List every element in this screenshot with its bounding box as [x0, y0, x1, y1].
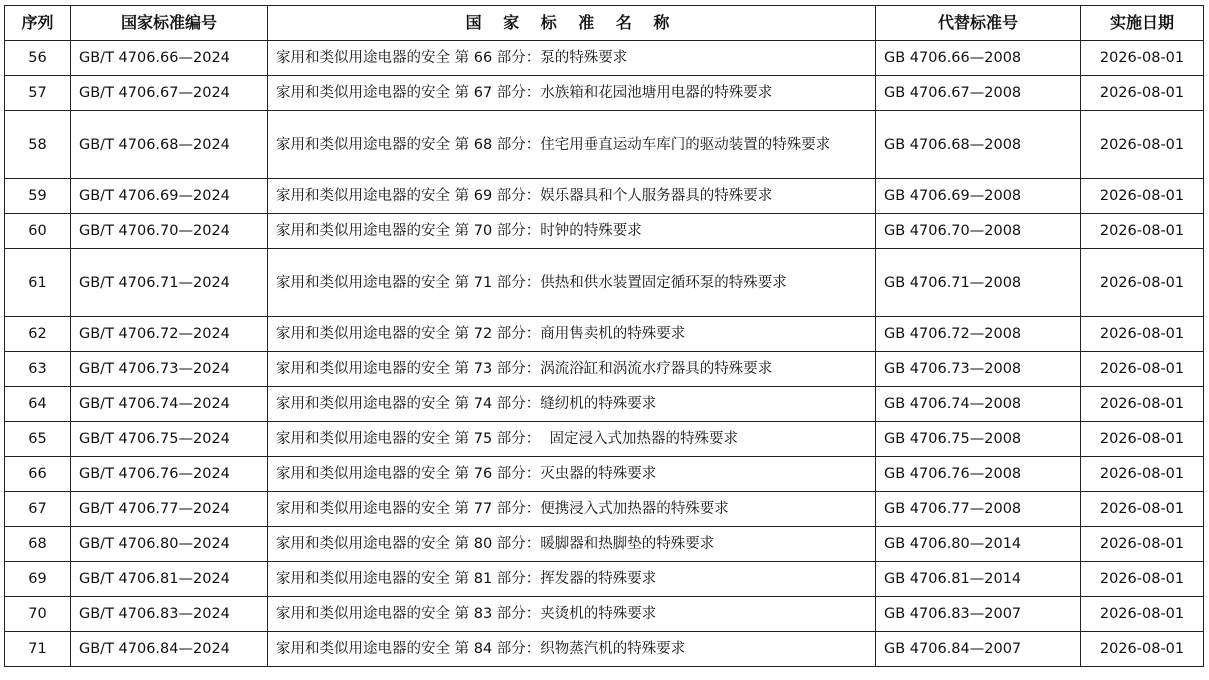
- cell-seq: 65: [5, 422, 71, 457]
- cell-standard-code: GB/T 4706.75—2024: [71, 422, 268, 457]
- table-row: [5, 249, 1204, 317]
- table-row: [5, 76, 1204, 111]
- cell-implementation-date: 2026-08-01: [1081, 387, 1204, 422]
- table-row: [5, 562, 1204, 597]
- cell-standard-name: 家用和类似用途电器的安全 第 71 部分：供热和供水装置固定循环泵的特殊要求: [268, 249, 876, 317]
- cell-implementation-date: 2026-08-01: [1081, 179, 1204, 214]
- cell-implementation-date: 2026-08-01: [1081, 422, 1204, 457]
- table-row: [5, 179, 1204, 214]
- cell-replaced-standard: GB 4706.67—2008: [876, 76, 1081, 111]
- cell-replaced-standard: GB 4706.75—2008: [876, 422, 1081, 457]
- cell-standard-code: GB/T 4706.74—2024: [71, 387, 268, 422]
- table-row: [5, 352, 1204, 387]
- cell-standard-name: 家用和类似用途电器的安全 第 72 部分：商用售卖机的特殊要求: [268, 317, 876, 352]
- cell-replaced-standard: GB 4706.77—2008: [876, 492, 1081, 527]
- cell-standard-name: 家用和类似用途电器的安全 第 67 部分：水族箱和花园池塘用电器的特殊要求: [268, 76, 876, 111]
- header-seq: 序列: [5, 6, 71, 41]
- cell-standard-name: 家用和类似用途电器的安全 第 70 部分：时钟的特殊要求: [268, 214, 876, 249]
- cell-standard-code: GB/T 4706.68—2024: [71, 111, 268, 179]
- cell-standard-name: 家用和类似用途电器的安全 第 83 部分：夹烫机的特殊要求: [268, 597, 876, 632]
- cell-seq: 63: [5, 352, 71, 387]
- cell-standard-name: 家用和类似用途电器的安全 第 75 部分： 固定浸入式加热器的特殊要求: [268, 422, 876, 457]
- cell-replaced-standard: GB 4706.69—2008: [876, 179, 1081, 214]
- cell-replaced-standard: GB 4706.74—2008: [876, 387, 1081, 422]
- table-row: [5, 111, 1204, 179]
- header-standard-code: 国家标准编号: [71, 6, 268, 41]
- cell-implementation-date: 2026-08-01: [1081, 111, 1204, 179]
- cell-standard-code: GB/T 4706.81—2024: [71, 562, 268, 597]
- table-row: [5, 422, 1204, 457]
- cell-replaced-standard: GB 4706.73—2008: [876, 352, 1081, 387]
- cell-standard-code: GB/T 4706.69—2024: [71, 179, 268, 214]
- cell-replaced-standard: GB 4706.83—2007: [876, 597, 1081, 632]
- cell-implementation-date: 2026-08-01: [1081, 632, 1204, 667]
- cell-seq: 66: [5, 457, 71, 492]
- cell-implementation-date: 2026-08-01: [1081, 352, 1204, 387]
- cell-seq: 56: [5, 41, 71, 76]
- table-row: [5, 492, 1204, 527]
- header-implementation-date: 实施日期: [1081, 6, 1204, 41]
- cell-standard-code: GB/T 4706.72—2024: [71, 317, 268, 352]
- cell-implementation-date: 2026-08-01: [1081, 317, 1204, 352]
- cell-replaced-standard: GB 4706.66—2008: [876, 41, 1081, 76]
- table-row: [5, 597, 1204, 632]
- cell-seq: 59: [5, 179, 71, 214]
- table-body: [5, 41, 1204, 667]
- cell-implementation-date: 2026-08-01: [1081, 597, 1204, 632]
- cell-standard-code: GB/T 4706.73—2024: [71, 352, 268, 387]
- cell-replaced-standard: GB 4706.81—2014: [876, 562, 1081, 597]
- table-row: [5, 214, 1204, 249]
- table-row: [5, 41, 1204, 76]
- cell-standard-name: 家用和类似用途电器的安全 第 73 部分：涡流浴缸和涡流水疗器具的特殊要求: [268, 352, 876, 387]
- cell-standard-name: 家用和类似用途电器的安全 第 74 部分：缝纫机的特殊要求: [268, 387, 876, 422]
- cell-replaced-standard: GB 4706.70—2008: [876, 214, 1081, 249]
- cell-replaced-standard: GB 4706.71—2008: [876, 249, 1081, 317]
- cell-standard-code: GB/T 4706.76—2024: [71, 457, 268, 492]
- cell-replaced-standard: GB 4706.76—2008: [876, 457, 1081, 492]
- cell-standard-name: 家用和类似用途电器的安全 第 80 部分：暖脚器和热脚垫的特殊要求: [268, 527, 876, 562]
- header-standard-name: 国 家 标 准 名 称: [268, 6, 876, 41]
- cell-standard-code: GB/T 4706.77—2024: [71, 492, 268, 527]
- cell-replaced-standard: GB 4706.84—2007: [876, 632, 1081, 667]
- table-row: [5, 387, 1204, 422]
- table-row: [5, 527, 1204, 562]
- cell-standard-code: GB/T 4706.71—2024: [71, 249, 268, 317]
- table-row: [5, 317, 1204, 352]
- cell-implementation-date: 2026-08-01: [1081, 41, 1204, 76]
- cell-seq: 58: [5, 111, 71, 179]
- cell-seq: 69: [5, 562, 71, 597]
- cell-seq: 70: [5, 597, 71, 632]
- cell-seq: 64: [5, 387, 71, 422]
- header-row: [5, 6, 1204, 41]
- cell-standard-name: 家用和类似用途电器的安全 第 69 部分：娱乐器具和个人服务器具的特殊要求: [268, 179, 876, 214]
- cell-replaced-standard: GB 4706.72—2008: [876, 317, 1081, 352]
- cell-replaced-standard: GB 4706.80—2014: [876, 527, 1081, 562]
- table-row: [5, 457, 1204, 492]
- cell-standard-name: 家用和类似用途电器的安全 第 76 部分：灭虫器的特殊要求: [268, 457, 876, 492]
- cell-standard-name: 家用和类似用途电器的安全 第 68 部分：住宅用垂直运动车库门的驱动装置的特殊要求: [268, 111, 876, 179]
- cell-replaced-standard: GB 4706.68—2008: [876, 111, 1081, 179]
- cell-seq: 57: [5, 76, 71, 111]
- cell-seq: 60: [5, 214, 71, 249]
- header-replaced-standard: 代替标准号: [876, 6, 1081, 41]
- cell-implementation-date: 2026-08-01: [1081, 249, 1204, 317]
- cell-seq: 61: [5, 249, 71, 317]
- table-header: [5, 6, 1204, 41]
- cell-implementation-date: 2026-08-01: [1081, 527, 1204, 562]
- table-row: [5, 632, 1204, 667]
- cell-standard-code: GB/T 4706.83—2024: [71, 597, 268, 632]
- cell-standard-name: 家用和类似用途电器的安全 第 77 部分：便携浸入式加热器的特殊要求: [268, 492, 876, 527]
- standards-table: [4, 5, 1204, 667]
- cell-standard-code: GB/T 4706.70—2024: [71, 214, 268, 249]
- cell-seq: 68: [5, 527, 71, 562]
- cell-seq: 71: [5, 632, 71, 667]
- cell-standard-code: GB/T 4706.80—2024: [71, 527, 268, 562]
- cell-standard-name: 家用和类似用途电器的安全 第 81 部分：挥发器的特殊要求: [268, 562, 876, 597]
- cell-implementation-date: 2026-08-01: [1081, 492, 1204, 527]
- cell-implementation-date: 2026-08-01: [1081, 562, 1204, 597]
- cell-implementation-date: 2026-08-01: [1081, 457, 1204, 492]
- cell-standard-name: 家用和类似用途电器的安全 第 84 部分：织物蒸汽机的特殊要求: [268, 632, 876, 667]
- cell-implementation-date: 2026-08-01: [1081, 76, 1204, 111]
- cell-standard-code: GB/T 4706.67—2024: [71, 76, 268, 111]
- cell-standard-code: GB/T 4706.84—2024: [71, 632, 268, 667]
- cell-implementation-date: 2026-08-01: [1081, 214, 1204, 249]
- cell-standard-name: 家用和类似用途电器的安全 第 66 部分：泵的特殊要求: [268, 41, 876, 76]
- cell-standard-code: GB/T 4706.66—2024: [71, 41, 268, 76]
- cell-seq: 62: [5, 317, 71, 352]
- cell-seq: 67: [5, 492, 71, 527]
